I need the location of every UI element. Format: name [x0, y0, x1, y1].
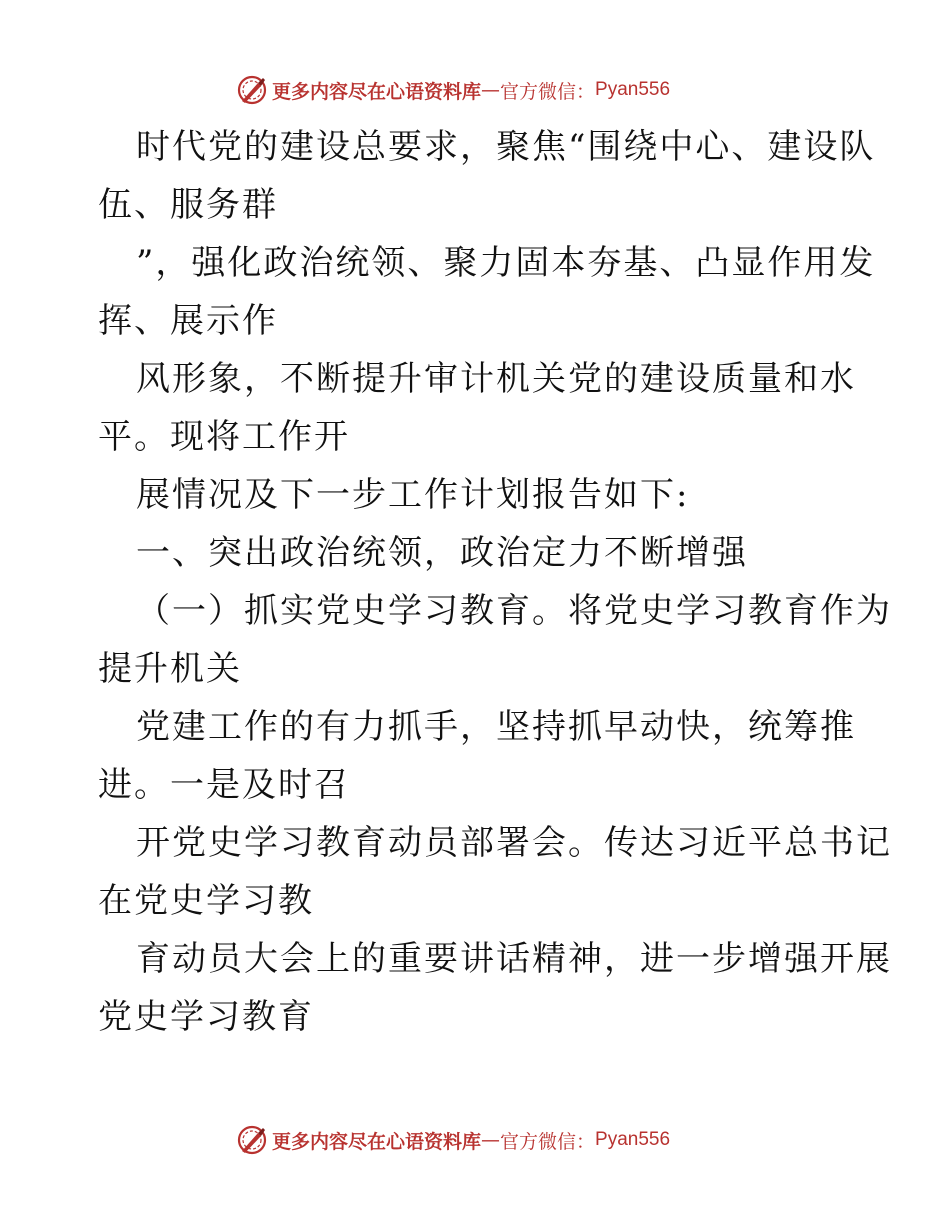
text-line: 风形象，不断提升审计机关党的建设质量和水 — [136, 359, 856, 399]
section-heading: 一、突出政治统领，政治定力不断增强 — [136, 533, 748, 573]
text-line: 开党史学习教育动员部署会。传达习近平总书记 — [136, 823, 892, 863]
text-line: 党建工作的有力抓手，坚持抓早动快，统筹推 — [136, 707, 856, 747]
pen-logo-icon — [236, 1124, 268, 1156]
pen-logo-icon — [236, 74, 268, 106]
subsection-heading-line: （一）抓实党史学习教育。将党史学习教育作为 — [136, 591, 892, 631]
text-line: 党史学习教育 — [98, 997, 314, 1037]
text-line: 育动员大会上的重要讲话精神，进一步增强开展 — [136, 939, 892, 979]
banner-official-label: 官方微信： — [500, 80, 596, 103]
banner-separator: — — [481, 79, 501, 101]
text-line: 伍、服务群 — [98, 185, 278, 225]
banner-separator: — — [481, 1129, 501, 1151]
text-line: 进。一是及时召 — [98, 765, 350, 805]
text-line: 平。现将工作开 — [98, 417, 350, 457]
text-line: 提升机关 — [98, 649, 242, 689]
text-line: ”，强化政治统领、聚力固本夯基、凸显作用发 — [136, 243, 876, 283]
text-line: 展情况及下一步工作计划报告如下: — [136, 475, 690, 515]
banner-official-label: 官方微信： — [500, 1130, 596, 1153]
footer-watermark-banner — [236, 1122, 716, 1158]
banner-brand-text: 更多内容尽在心语资料库 — [272, 80, 482, 103]
text-line: 挥、展示作 — [98, 301, 278, 341]
banner-wechat-handle: Pyan556 — [595, 1129, 671, 1150]
header-watermark-banner — [236, 72, 716, 108]
banner-brand-text: 更多内容尽在心语资料库 — [272, 1130, 482, 1153]
text-line: 时代党的建设总要求，聚焦“围绕中心、建设队 — [136, 127, 876, 167]
banner-wechat-handle: Pyan556 — [595, 79, 671, 100]
text-line: 在党史学习教 — [98, 881, 314, 921]
